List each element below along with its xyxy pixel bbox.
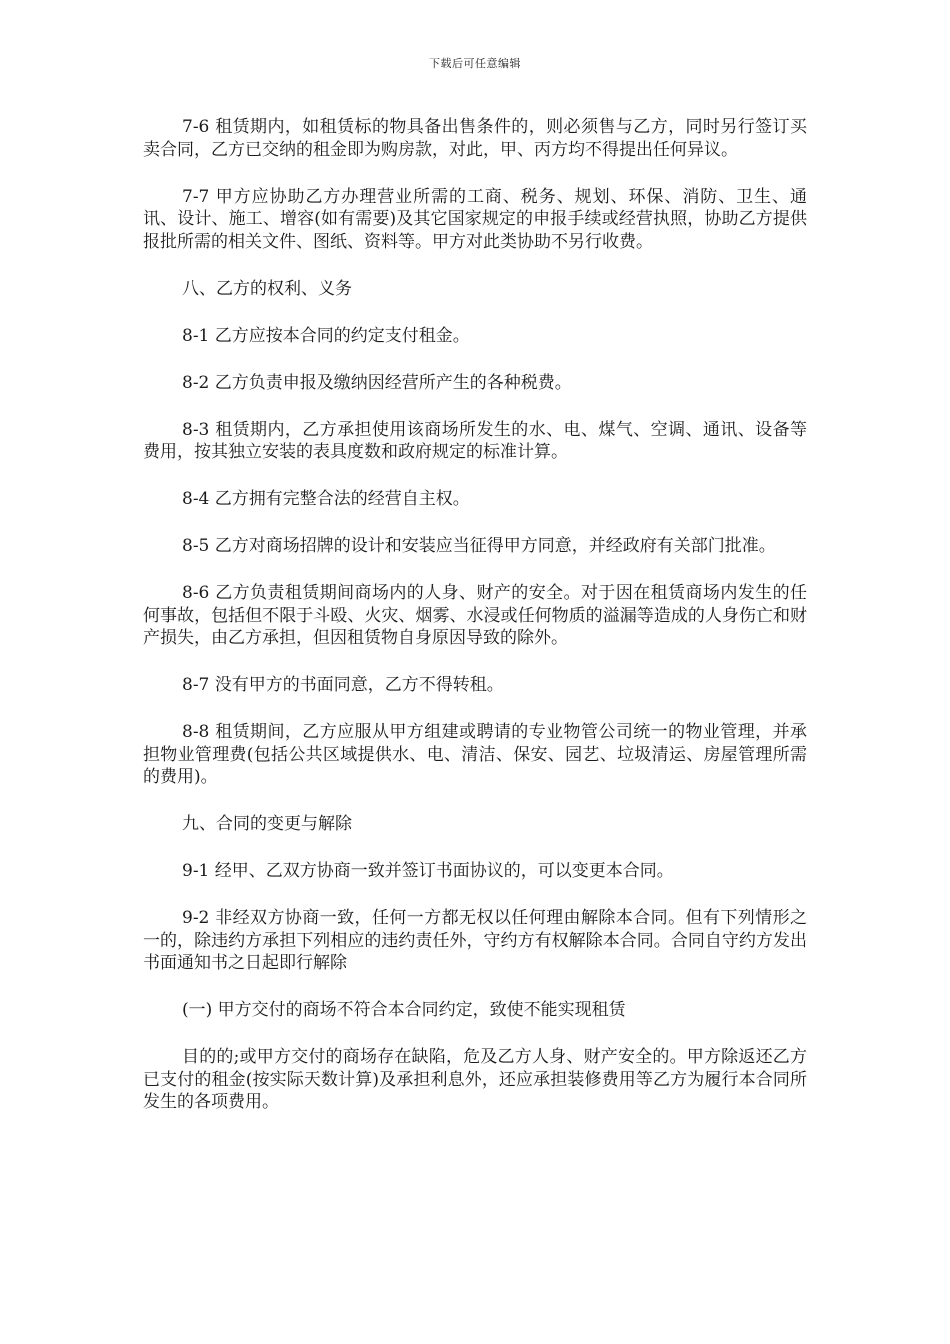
- clause-9-2-item-1: (一) 甲方交付的商场不符合本合同约定，致使不能实现租赁: [182, 1000, 626, 1020]
- clause-8-4: 8-4 乙方拥有完整合法的经营自主权。: [182, 489, 470, 509]
- clause-7-6: 7-6 租赁期内，如租赁标的物具备出售条件的，则必须售与乙方，同时另行签订买卖合同，乙方已交纳的租金即为购房款，对此，甲、丙方均不得提出任何异议。: [143, 117, 807, 160]
- document-body: [143, 116, 807, 1138]
- clause-8-6: 8-6 乙方负责租赁期间商场内的人身、财产的安全。对于因在租赁商场内发生的任何事故，包括但不限于斗殴、火灾、烟雾、水浸或任何物质的溢漏等造成的人身伤亡和财产损失，由乙方承担，但因租赁物自身原因导致的除外。: [143, 583, 807, 648]
- clause-8-3: 8-3 租赁期内，乙方承担使用该商场所发生的水、电、煤气、空调、通讯、设备等费用，按其独立安装的表具度数和政府规定的标准计算。: [143, 419, 807, 462]
- clause-9-2-item-1-continued: 目的的;或甲方交付的商场存在缺陷，危及乙方人身、财产安全的。甲方除返还乙方已支付的租金(按实际天数计算)及承担利息外，还应承担装修费用等乙方为履行本合同所发生的各项费用。: [143, 1047, 807, 1112]
- clause-8-5: 8-5 乙方对商场招牌的设计和安装应当征得甲方同意，并经政府有关部门批准。: [182, 536, 776, 556]
- clause-8-8: 8-8 租赁期间，乙方应服从甲方组建或聘请的专业物管公司统一的物业管理，并承担物业管理费(包括公共区域提供水、电、清洁、保安、园艺、垃圾清运、房屋管理所需的费用)。: [143, 722, 807, 787]
- section-heading-9: 九、合同的变更与解除: [182, 814, 352, 834]
- clause-7-7: 7-7 甲方应协助乙方办理营业所需的工商、税务、规划、环保、消防、卫生、通讯、设计、施工、增容(如有需要)及其它国家规定的申报手续或经营执照，协助乙方提供报批所需的相关文件、图纸、资料等。甲方对此类协助不另行收费。: [143, 186, 807, 252]
- section-heading-8: 八、乙方的权利、义务: [182, 278, 352, 299]
- clause-9-2: 9-2 非经双方协商一致，任何一方都无权以任何理由解除本合同。但有下列情形之一的，除违约方承担下列相应的违约责任外，守约方有权解除本合同。合同自守约方发出书面通知书之日起即行解除: [143, 908, 807, 973]
- clause-8-2: 8-2 乙方负责申报及缴纳因经营所产生的各种税费。: [182, 372, 572, 393]
- clause-9-1: 9-1 经甲、乙双方协商一致并签订书面协议的，可以变更本合同。: [182, 861, 674, 881]
- clause-8-1: 8-1 乙方应按本合同的约定支付租金。: [182, 325, 470, 346]
- clause-8-7: 8-7 没有甲方的书面同意，乙方不得转租。: [182, 675, 504, 695]
- page-header: 下载后可任意编辑: [429, 57, 521, 70]
